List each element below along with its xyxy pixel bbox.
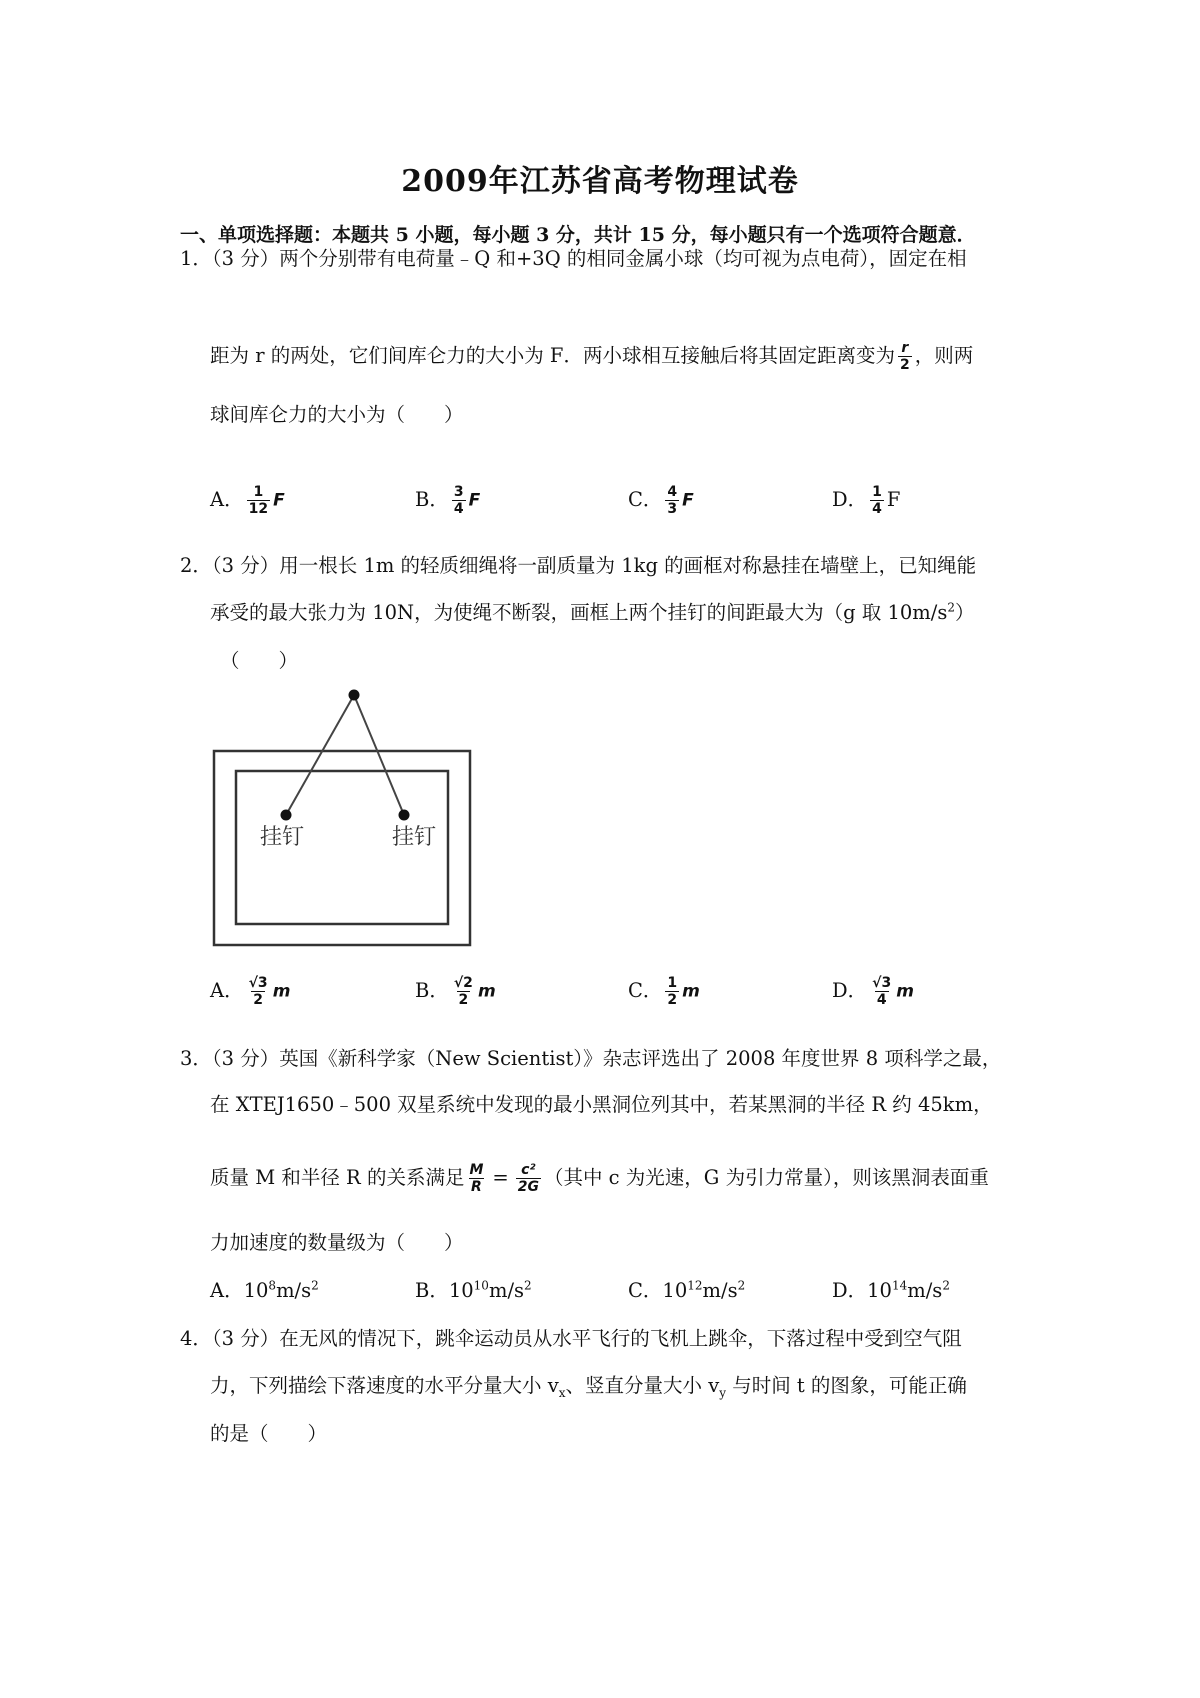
q1-fraction-r-over-2: $\frac{r}{2}$ (899, 340, 910, 373)
q2-option-b[interactable]: B． $\frac{√2}{2}$ m (415, 975, 496, 1008)
q1-option-d[interactable]: D． $\frac{1}{4}$ F (832, 484, 901, 517)
q1-line-2-text-a: 距为 r 的两处，它们间库仑力的大小为 F．两小球相互接触后将其固定距离变为 (210, 344, 895, 367)
wall-nail-point (349, 690, 360, 701)
q3-line-1: 3．（3 分）英国《新科学家（New Scientist）》杂志评选出了 2008 年度世界 8 项科学之最， (180, 1047, 1002, 1070)
picture-frame-diagram (210, 685, 480, 950)
q3-option-c[interactable]: C．$10^{12}m/s^2$ (628, 1278, 746, 1302)
q1-line-2-text-b: ，则两 (914, 344, 974, 367)
q1-option-c[interactable]: C． $\frac{4}{3}$ F (628, 484, 694, 517)
right-nail-label: 挂钉 (392, 825, 437, 850)
q1-option-b[interactable]: B． $\frac{3}{4}$ F (415, 484, 481, 517)
q3-option-a[interactable]: A．$10^8m/s^2$ (210, 1278, 319, 1302)
q1-line-2 (210, 340, 973, 373)
rope-right (354, 695, 404, 815)
q2-line-1: 2．（3 分）用一根长 1m 的轻质细绳将一副质量为 1kg 的画框对称悬挂在墙壁上，已知绳能 (180, 554, 977, 577)
section-heading: 一、单项选择题：本题共 5 小题，每小题 3 分，共计 15 分，每小题只有一个选项符合题意． (180, 224, 976, 246)
rope-left (286, 695, 354, 815)
q3-option-b[interactable]: B．$10^{10}m/s^2$ (415, 1278, 532, 1302)
q1-line-1: 1．（3 分）两个分别带有电荷量﹣Q 和+3Q 的相同金属小球（均可视为点电荷），固定在相 (180, 247, 967, 270)
q3-line-4: 力加速度的数量级为（ ） (210, 1231, 464, 1254)
q2-option-a[interactable]: A． $\frac{√3}{2}$ m (210, 975, 291, 1008)
left-nail-point (281, 810, 292, 821)
right-nail-point (399, 810, 410, 821)
q3-option-d[interactable]: D．$10^{14}m/s^2$ (832, 1278, 950, 1302)
q4-line-1: 4．（3 分）在无风的情况下，跳伞运动员从水平飞行的飞机上跳伞，下落过程中受到空气阻 (180, 1327, 962, 1350)
q4-line-3: 的是（ ） (210, 1422, 328, 1445)
exam-title: 2009年江苏省高考物理试卷 (401, 164, 799, 199)
q2-option-c[interactable]: C． $\frac{1}{2}$ m (628, 975, 700, 1008)
left-nail-label: 挂钉 (260, 825, 305, 850)
picture-frame-svg (210, 685, 480, 950)
q4-line-2: 力，下列描绘下落速度的水平分量大小 $v_x$、竖直分量大小 $v_y$ 与时间 t 的图象，可能正确 (210, 1374, 967, 1400)
q1-line-3: 球间库仑力的大小为（ ） (210, 403, 464, 426)
q3-fraction-m-over-r: $\frac{M}{R}$ (469, 1162, 484, 1195)
q3-line-2: 在 XTEJ1650﹣500 双星系统中发现的最小黑洞位列其中，若某黑洞的半径 R 约 45km， (210, 1093, 993, 1116)
q2-line-2: 承受的最大张力为 10N，为使绳不断裂，画框上两个挂钉的间距最大为（g 取 $10m/s^2$） (210, 600, 975, 624)
q3-line-3: 质量 M 和半径 R 的关系满足 $\frac{M}{R}$ = $\frac{\text{c²}}{2G}$ （其中 c 为光速，G 为引力常量），则该黑洞表面重 (210, 1162, 989, 1195)
q2-line-3: （ ） (220, 649, 299, 672)
q2-option-d[interactable]: D． $\frac{√3}{4}$ m (832, 975, 914, 1008)
q1-option-a[interactable]: A． $\frac{1}{12}$ F (210, 484, 285, 517)
q3-fraction-c2-over-2g: $\frac{\text{c²}}{2G}$ (517, 1162, 539, 1195)
